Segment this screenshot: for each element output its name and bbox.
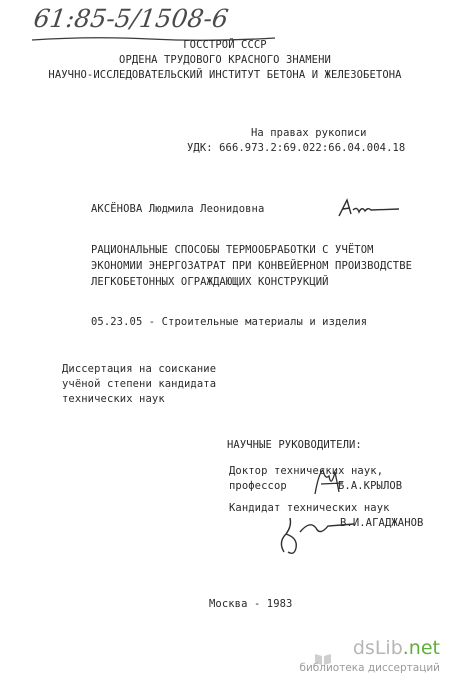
watermark-brand[interactable] (353, 637, 440, 659)
supervisor-1-signature (303, 466, 353, 498)
title-line-3: ЛЕГКОБЕТОННЫХ ОГРАЖДАЮЩИХ КОНСТРУКЦИЙ (91, 276, 329, 288)
manuscript-rights: На правах рукописи (251, 127, 367, 139)
specialty: 05.23.05 - Строительные материалы и изделия (91, 316, 368, 328)
city-year: Москва - 1983 (209, 598, 293, 610)
dissertation-line-1: Диссертация на соискание (62, 363, 217, 375)
watermark-brand-main: dsLib (352, 637, 403, 659)
supervisor-2-name: В.И.АГАДЖАНОВ (340, 517, 424, 529)
dissertation-line-3: технических наук (62, 393, 165, 405)
header-order: ОРДЕНА ТРУДОВОГО КРАСНОГО ЗНАМЕНИ (119, 54, 331, 66)
supervisors-heading: НАУЧНЫЕ РУКОВОДИТЕЛИ: (227, 439, 362, 451)
author-signature (335, 196, 405, 222)
title-line-2: ЭКОНОМИИ ЭНЕРГОЗАТРАТ ПРИ КОНВЕЙЕРНОМ ПРОИЗВОДСТВЕ (91, 260, 413, 272)
header-institute: НАУЧНО-ИССЛЕДОВАТЕЛЬСКИЙ ИНСТИТУТ БЕТОНА И ЖЕЛЕЗОБЕТОНА (48, 69, 402, 81)
author-name: АКСЁНОВА Людмила Леонидовна (91, 203, 265, 215)
supervisor-2-signature (270, 512, 360, 558)
supervisor-1-name: Б.А.КРЫЛОВ (338, 480, 403, 492)
header-agency: ГОССТРОЙ СССР (183, 39, 267, 51)
title-line-1: РАЦИОНАЛЬНЫЕ СПОСОБЫ ТЕРМООБРАБОТКИ С УЧЁТОМ (91, 244, 374, 256)
supervisor-1-degree: Доктор технических наук, (229, 465, 384, 477)
watermark-subtitle: библиотека диссертаций (299, 662, 440, 674)
supervisor-1-rank: профессор (229, 480, 287, 492)
supervisor-2-degree: Кандидат технических наук (229, 502, 390, 514)
udc-code: УДК: 666.973.2:69.022:66.04.004.18 (187, 142, 406, 154)
watermark-brand-tld: .net (402, 637, 440, 659)
handwritten-code: 61:85-5/1508-6 (31, 4, 231, 33)
dissertation-line-2: учёной степени кандидата (62, 378, 217, 390)
